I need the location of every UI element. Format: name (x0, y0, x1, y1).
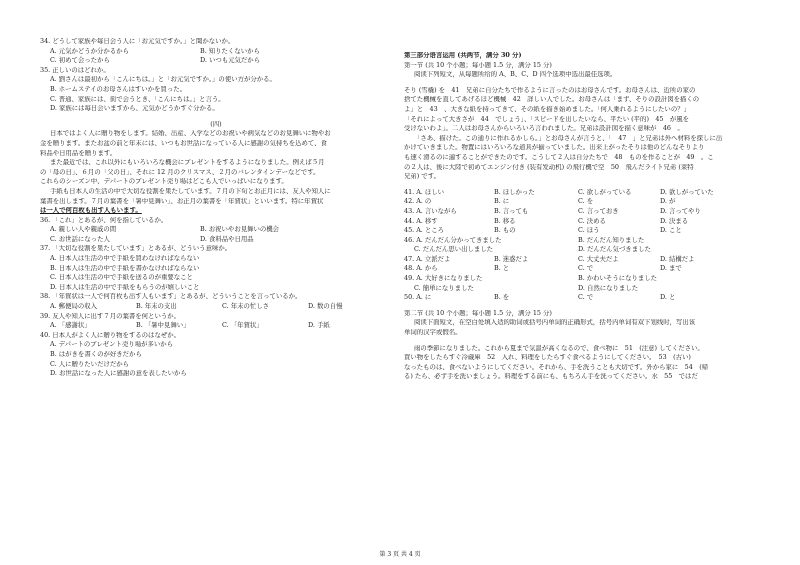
q38-option-a: A. 郵便局の収入 (50, 302, 98, 311)
q36-options-row2 (40, 236, 392, 246)
q44-option-a: 44. A. 移す (404, 216, 438, 225)
passage-line-7: 手紙も日本人の生活の中で大切な役割を果たしています。７月の下旬とお正月には、友人や知人に (50, 187, 331, 195)
q46-option-a: 46. A. だんだん分かってきました (404, 235, 502, 244)
q38-option-c: C. 年末の忙しさ (222, 302, 270, 311)
q47-option-b: B. 迷惑だよ (494, 254, 529, 263)
q37-option-b: B. 日本人は生活の中で手紙を書かなければならない (50, 264, 200, 272)
cloze-line-6: 「さあ、描けた。この通りに作れるかしら。」とお母さんが言うと、「 47 」と兄弟は外へ材料を探しに出 (414, 134, 723, 142)
q39-option-a: A. 「感謝状」 (50, 321, 91, 330)
q35-option-c: C. 普通、家族には、街で会うとき、「こんにちは。」と言う。 (50, 95, 225, 103)
q49-option-c: C. 簡単になりました (414, 283, 474, 292)
part3-title: 第三部分语言运用 (共两节，满分 30 分) (404, 52, 522, 59)
passage-line-2: 金を贈ります。またお盆の前と年末には、いつもお世話になっている人に感謝の気持ちを込めて、食 (40, 139, 327, 147)
q34-options-row2 (40, 57, 392, 67)
q36-question: 36. 「これ」とあるが、何を指しているか。 (40, 216, 168, 224)
q37-option-a: A. 日本人は生活の中で手紙を買わなければならない (50, 255, 200, 263)
q50-option-b: B. を (494, 293, 510, 302)
q39-options-row (40, 322, 392, 332)
fill-line-3: なったものは、食べないようにしてください。それから、手を洗うことも大切です。外から家に 54 (帰 (404, 363, 709, 371)
q45-option-b: B. もの (494, 226, 516, 235)
q49-option-b: B. かわいそうになりました (578, 274, 658, 283)
q34-option-c: C. 初めて会ったから (50, 56, 110, 65)
q37-option-d: D. 日本人は生活の中で手紙をもらうのが嬉しいこと (50, 283, 200, 291)
q39-question: 39. 友人や知人に出す７月の葉書を何というか。 (40, 312, 181, 320)
q41-option-c: C. 欲しがっている (578, 187, 632, 196)
q42-option-c: C. を (578, 197, 594, 206)
q47-option-d: D. 結構だよ (660, 254, 695, 263)
cloze-line-3: よ」と 43 、大きな紙を持ってきて、その紙を描き始めました。「何人乗れるようにしたいの？」 (404, 105, 690, 113)
q34-option-d: D. いつも元気だから (200, 56, 261, 65)
passage-line-5: の「母の日」、６月の「父の日」、それに 12 月のクリスマス、２月のバレンタインデーなどです。 (40, 168, 320, 176)
q35-question: 35. 正しいのはどれか。 (40, 66, 110, 74)
q50-option-c: C. で (578, 293, 594, 302)
q46-option-b: B. だんだん知りました (578, 235, 645, 244)
q38-options-row (40, 303, 392, 313)
q36-option-d: D. 食料品や日用品 (200, 234, 254, 243)
cloze-line-10: 兄弟) です。 (404, 173, 440, 181)
section1-title: 第一节 (共 10 个小题；每小题 1.5 分，满分 15 分) (404, 61, 552, 69)
q38-option-b: B. 年末の支出 (136, 302, 177, 311)
passage-line-4: また最近では、これ以外にもいろいろな機会にプレゼントをするようになりました。例えば５月 (50, 159, 325, 167)
q38-option-d: D. 数の自慢 (308, 302, 343, 311)
fill-line-4: る) たら、必ず手を洗いましょう。料理をする前にも、もちろん手を洗ってください。水 55 ではだ (404, 373, 698, 381)
cloze-line-7: かけていきました。物置にはいろいろな道具が揃っていました。出来上がったそりは他のどんなそりより (404, 144, 705, 152)
q39-option-c: C. 「年賀状」 (222, 321, 263, 330)
q48-option-b: B. と (494, 264, 510, 273)
q34-option-b: B. 知りたくないから (200, 46, 260, 55)
q37-question: 37. 「大切な役割を果たしています」とあるが、どういう意味か。 (40, 245, 232, 253)
q43-option-b: B. 言っても (494, 206, 529, 215)
q41-option-b: B. ほしかった (494, 187, 535, 196)
q48-option-a: 48. A. から (404, 264, 438, 273)
passage-line-1: 日本ではよく人に贈り物をします。結婚、出産、入学などのお祝いや病気などのお見舞いに物やお (50, 130, 331, 138)
q35-option-a: A. 劉さんは最初から「こんにちは。」と「お元気ですか。」の使い方が分かる。 (50, 76, 276, 84)
q40-option-c: C. 人に贈りたいだけだから (50, 360, 130, 368)
q40-option-d: D. お世話になった人に感謝の意を表したいから (50, 370, 187, 378)
q44-option-d: D. 決まる (660, 216, 689, 225)
q46-option-d: D. だんだん気づきました (578, 245, 651, 254)
q40-option-b: B. はがきを書くのが好きだから (50, 351, 142, 358)
q43-option-c: C. 言っておき (578, 206, 619, 215)
q39-option-d: D. 手紙 (308, 321, 330, 330)
q36-option-b: B. お祝いやお見舞いの機会 (200, 225, 280, 234)
fill-line-2: 買い物をしたらすぐ冷蔵庫 52 入れ、料理をしたらすぐ食べるようにしてください。 53 (古い) (404, 354, 691, 362)
q34-question: 34. どうして家族や毎日会う人に「お元気ですか。」と聞かないか。 (40, 38, 235, 45)
q48-option-d: D. まで (660, 264, 682, 273)
section1-instruction: 阅读下列短文，从每题所给的 A、B、C、D 四个选项中选出最佳选项。 (414, 71, 617, 79)
q49-option-a: 49. A. 大好きになりました (404, 274, 483, 283)
section2-instruction-2: 单词的汉字或假名。 (404, 329, 462, 337)
passage-line-3: 料品や日用品を贈ります。 (40, 149, 117, 157)
q43-option-d: D. 言ってやり (660, 206, 701, 215)
section2-title: 第二节 (共 10 个小题；每小题 1.5 分，满分 15 分) (404, 309, 552, 317)
q35-option-d: D. 家族には毎日会いますから、元気かどうかすぐ分かる。 (50, 105, 219, 113)
left-column (40, 38, 392, 380)
q44-option-b: B. 移る (494, 216, 516, 225)
q41-option-a: 41. A. ほしい (404, 187, 445, 196)
q47-option-c: C. 大丈夫だよ (578, 254, 619, 263)
q34-option-a: A. 元気かどうか分かるから (50, 46, 129, 55)
q46-option-c: C. だんだん思い出しました (414, 245, 494, 254)
q38-question: 38. 「年賀状は一人で何百枚も出す人もいます」とあるが、どういうことを言っているか。 (40, 293, 302, 301)
q40-option-a: A. デパートのプレゼント売り場が多いから (50, 341, 174, 349)
fill-line-1: 雨の季節になりました。これから夏まで気温が高くなるので、食べ物に 51 (注意) してください。 (414, 344, 704, 352)
q35-option-b: B. ホームステイのお母さんはすいかを買った。 (50, 85, 186, 93)
q42-option-d: D. が (660, 197, 676, 206)
page-footer: 第 3 页 共 4 页 (379, 551, 421, 558)
q45-option-d: D. こと (660, 226, 682, 235)
q45-option-a: 45. A. ところ (404, 226, 445, 235)
cloze-line-1: そり (雪橇) を 41 兄弟に自分たちで作るように言ったのはお母さんです。お母さんは、近所の家の (404, 86, 696, 94)
q39-option-b: B. 「暑中見舞い」 (136, 321, 190, 330)
passage-line-9: は一人で何百枚も出す人もいます。 (40, 207, 142, 215)
q50-option-a: 50. A. に (404, 293, 432, 302)
q42-option-b: B. に (494, 197, 510, 206)
cloze-line-8: も速く滑るのに適することができたのです。こうして２人は自分たちで 48 ものを作ることが 49 。こ (404, 153, 714, 161)
cloze-line-4: 「それによって大きさが 44 でしょう」、「スピードを出したいなら、平たい (平的) 45 が風を (404, 115, 690, 123)
right-column (404, 52, 768, 383)
q50-option-d: D. と (660, 293, 676, 302)
q48-option-c: C. で (578, 264, 594, 273)
q40-question: 40. 日本人がよく人に贈り物をするのはなぜか。 (40, 331, 181, 339)
section-four-heading: (四) (210, 120, 222, 128)
q45-option-c: C. ほう (578, 226, 600, 235)
passage-line-6: これらのシーズン中、デパートのプレゼント売り場はどこも人でいっぱいになります。 (40, 178, 288, 186)
q50-options (404, 294, 768, 304)
cloze-line-5: 受けないわよ」。二人はお母さんからいろいろ言われました。兄弟は設計図を描く意味が 46 。 (404, 125, 684, 133)
section2-instruction-1: 阅读下面短文，在空白处填入适的助词或括号内单词的正确形式，括号内单词有双下划线时，写出该 (414, 319, 696, 327)
q49-option-d: D. 自然になりました (578, 283, 639, 292)
q42-option-a: 42. A. の (404, 197, 432, 206)
q36-option-a: A. 親しい人や親戚の間 (50, 225, 117, 234)
q36-option-c: C. お世話になった人 (50, 234, 110, 243)
cloze-line-2: 捨てた機械を直してあげるほど機械 42 詳しい人でした。お母さんは「まず、そりの設計図を描くの (404, 96, 700, 104)
q44-option-c: C. 決める (578, 216, 606, 225)
q47-option-a: 47. A. 立派だよ (404, 254, 451, 263)
passage-line-8: 葉書を出します。７月の葉書を「暑中見舞い」、お正月の葉書を「年賀状」といいます。特に年賀状 (40, 197, 324, 205)
q43-option-a: 43. A. 言いながら (404, 206, 457, 215)
cloze-line-9: の２人は、後に大陸で初めてエンジン付き (装有发动机) の飛行機で空 50 飛んだライト兄弟 (莱特 (404, 163, 694, 171)
q41-option-d: D. 欲しがっていた (660, 187, 714, 196)
q37-option-c: C. 日本人は生活の中で手紙を送るのが重要なこと (50, 274, 193, 282)
